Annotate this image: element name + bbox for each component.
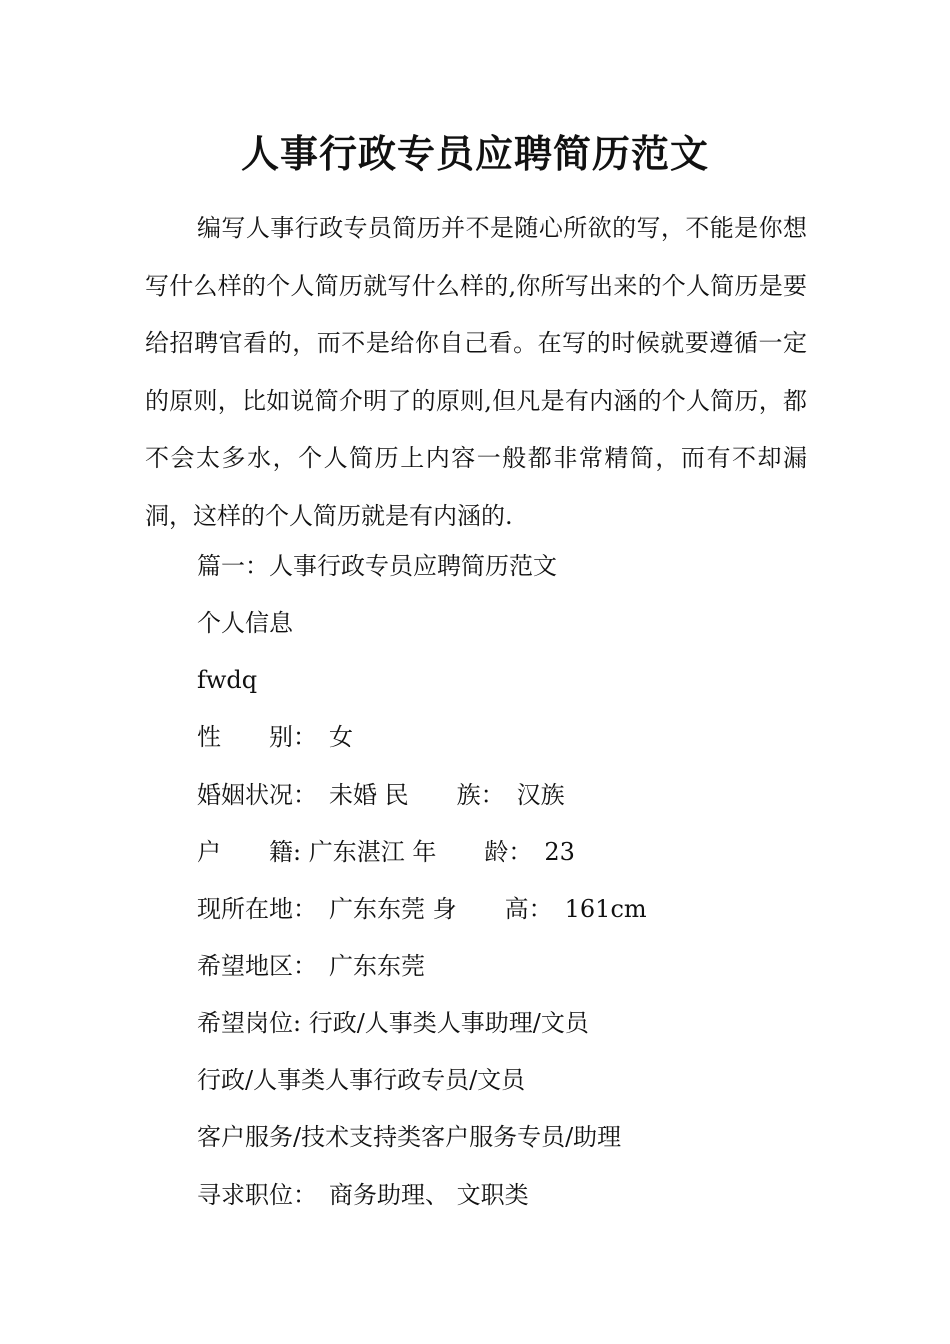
desired-position-item: 行政/人事类人事助理/文员 bbox=[301, 1009, 589, 1037]
age-value: 23 bbox=[520, 838, 575, 866]
marital-value: 未婚 bbox=[305, 781, 377, 809]
hukou-label: 户 籍: bbox=[197, 838, 302, 866]
gender-label: 性 别： bbox=[197, 723, 305, 751]
desired-area-line bbox=[197, 948, 425, 984]
location-value: 广东东莞 bbox=[305, 895, 425, 923]
location-line bbox=[197, 891, 647, 927]
gender-line bbox=[197, 719, 353, 755]
gender-value: 女 bbox=[305, 723, 353, 751]
seeking-value: 商务助理、 文职类 bbox=[305, 1181, 529, 1209]
ethnicity-value: 汉族 bbox=[492, 781, 565, 809]
desired-area-value: 广东东莞 bbox=[305, 952, 425, 980]
location-label: 现所在地： bbox=[197, 895, 305, 923]
desired-position-item: 客户服务/技术支持类客户服务专员/助理 bbox=[197, 1123, 622, 1151]
name-line: fwdq bbox=[197, 666, 258, 694]
marital-line bbox=[197, 777, 565, 813]
desired-area-label: 希望地区： bbox=[197, 952, 305, 980]
section-heading: 篇一：人事行政专员应聘简历范文 bbox=[197, 552, 557, 580]
seeking-line bbox=[197, 1177, 529, 1213]
height-value: 161cm bbox=[540, 895, 647, 923]
desired-position-item: 行政/人事类人事行政专员/文员 bbox=[197, 1066, 526, 1094]
seeking-label: 寻求职位： bbox=[197, 1181, 305, 1209]
marital-label: 婚姻状况： bbox=[197, 781, 305, 809]
hukou-line bbox=[197, 834, 575, 870]
intro-paragraph: 编写人事行政专员简历并不是随心所欲的写，不能是你想写什么样的个人简历就写什么样的,你所写出来的个人简历是要给招聘官看的，而不是给你自己看。在写的时候就要遵循一定的原则，比如说简介明了的原则,但凡是有内涵的个人简历，都不会太多水，个人简历上内容一般都非常精简，而有不却漏洞，这样的个人简历就是有内涵的. bbox=[145, 214, 807, 530]
desired-position-line bbox=[197, 1005, 589, 1041]
desired-position-label: 希望岗位: bbox=[197, 1009, 302, 1037]
hukou-value: 广东湛江 bbox=[301, 838, 405, 866]
ethnicity-label: 民 族： bbox=[377, 781, 493, 809]
age-label: 年 龄： bbox=[404, 838, 521, 866]
height-label: 身 高： bbox=[425, 895, 541, 923]
document-title: 人事行政专员应聘简历范文 bbox=[240, 131, 709, 176]
personal-info-heading: 个人信息 bbox=[197, 609, 293, 637]
